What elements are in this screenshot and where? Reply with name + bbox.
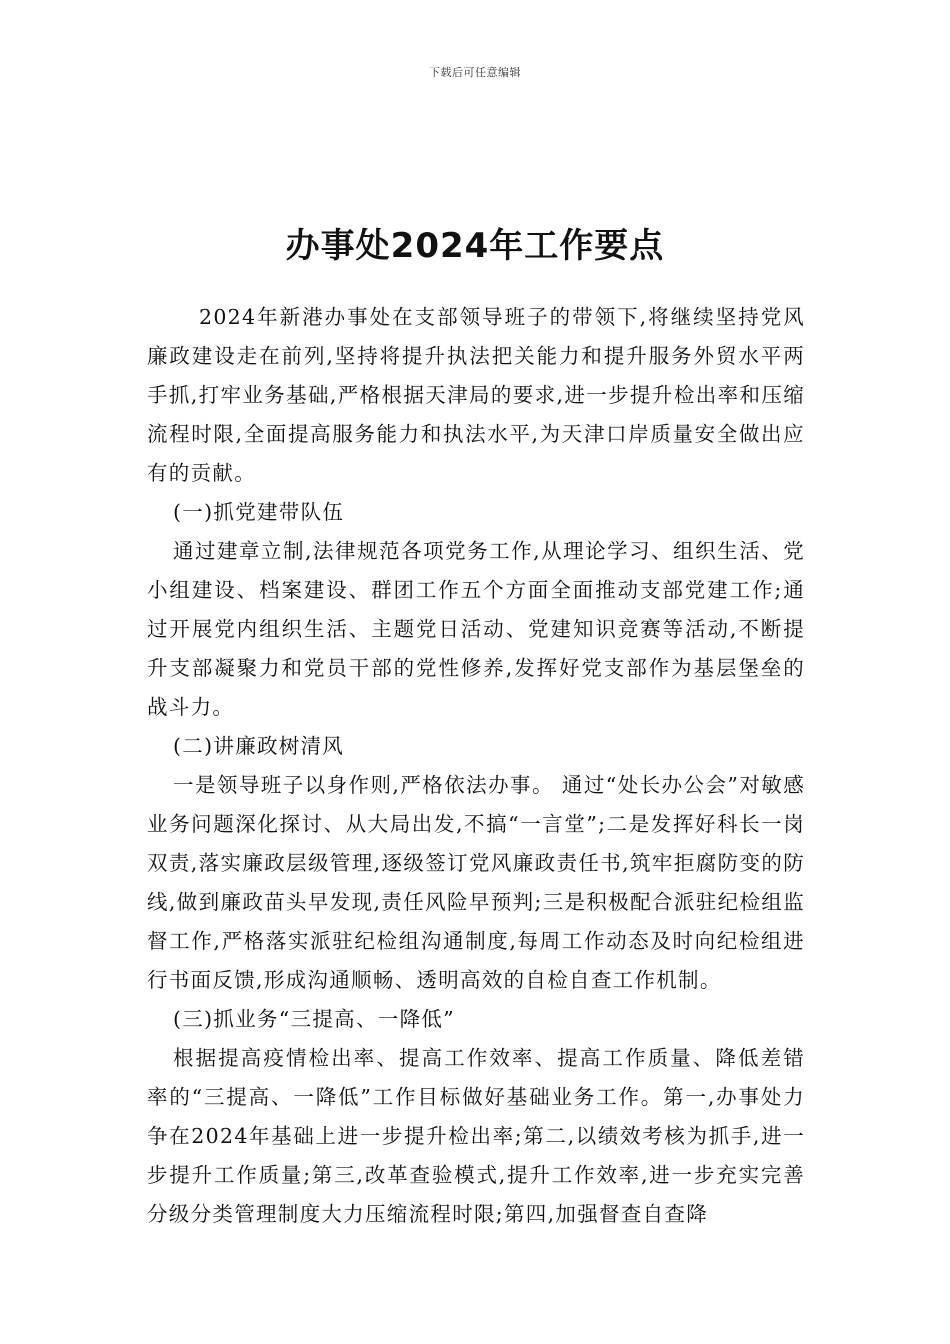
section-body-integrity: 一是领导班子以身作则,严格依法办事。 通过“处长办公会”对敏感业务问题深化探讨、从大局出发,不搞“一言堂”;二是发挥好科长一岗双责,落实廉政层级管理,逐级签订党风廉政责任书,筑牢拒腐防变的防线,做到廉政苗头早发现,责任风险早预判;三是积极配合派驻纪检组监督工作,严格落实派驻纪检组沟通制度,每周工作动态及时向纪检组进行书面反馈,形成沟通顺畅、透明高效的自检自查工作机制。 — [147, 773, 805, 992]
section-heading-party-building: (一)抓党建带队伍 — [173, 500, 345, 524]
section-body-party-building: 通过建章立制,法律规范各项党务工作,从理论学习、组织生活、党小组建设、档案建设、群团工作五个方面全面推动支部党建工作;通过开展党内组织生活、主题党日活动、党建知识竞赛等活动,不断提升支部凝聚力和党员干部的党性修养,发挥好党支部作为基层堡垒的战斗力。 — [147, 539, 805, 719]
document-title: 办事处2024年工作要点 — [285, 226, 665, 266]
section-heading-integrity: (二)讲廉政树清风 — [173, 734, 345, 758]
intro-paragraph: 2024年新港办事处在支部领导班子的带领下,将继续坚持党风廉政建设走在前列,坚持将提升执法把关能力和提升服务外贸水平两手抓,打牢业务基础,严格根据天津局的要求,进一步提升检出率和压缩流程时限,全面提高服务能力和执法水平,为天津口岸质量安全做出应有的贡献。 — [147, 305, 805, 485]
document-body — [147, 298, 805, 1234]
page-header-note: 下载后可任意编辑 — [429, 66, 521, 79]
section-heading-business: (三)抓业务“三提高、一降低” — [173, 1007, 455, 1031]
section-body-business: 根据提高疫情检出率、提高工作效率、提高工作质量、降低差错率的“三提高、一降低”工作目标做好基础业务工作。第一,办事处力争在2024年基础上进一步提升检出率;第二,以绩效考核为抓手,进一步提升工作质量;第三,改革查验模式,提升工作效率,进一步充实完善分级分类管理制度大力压缩流程时限;第四,加强督查自查降 — [147, 1046, 805, 1226]
